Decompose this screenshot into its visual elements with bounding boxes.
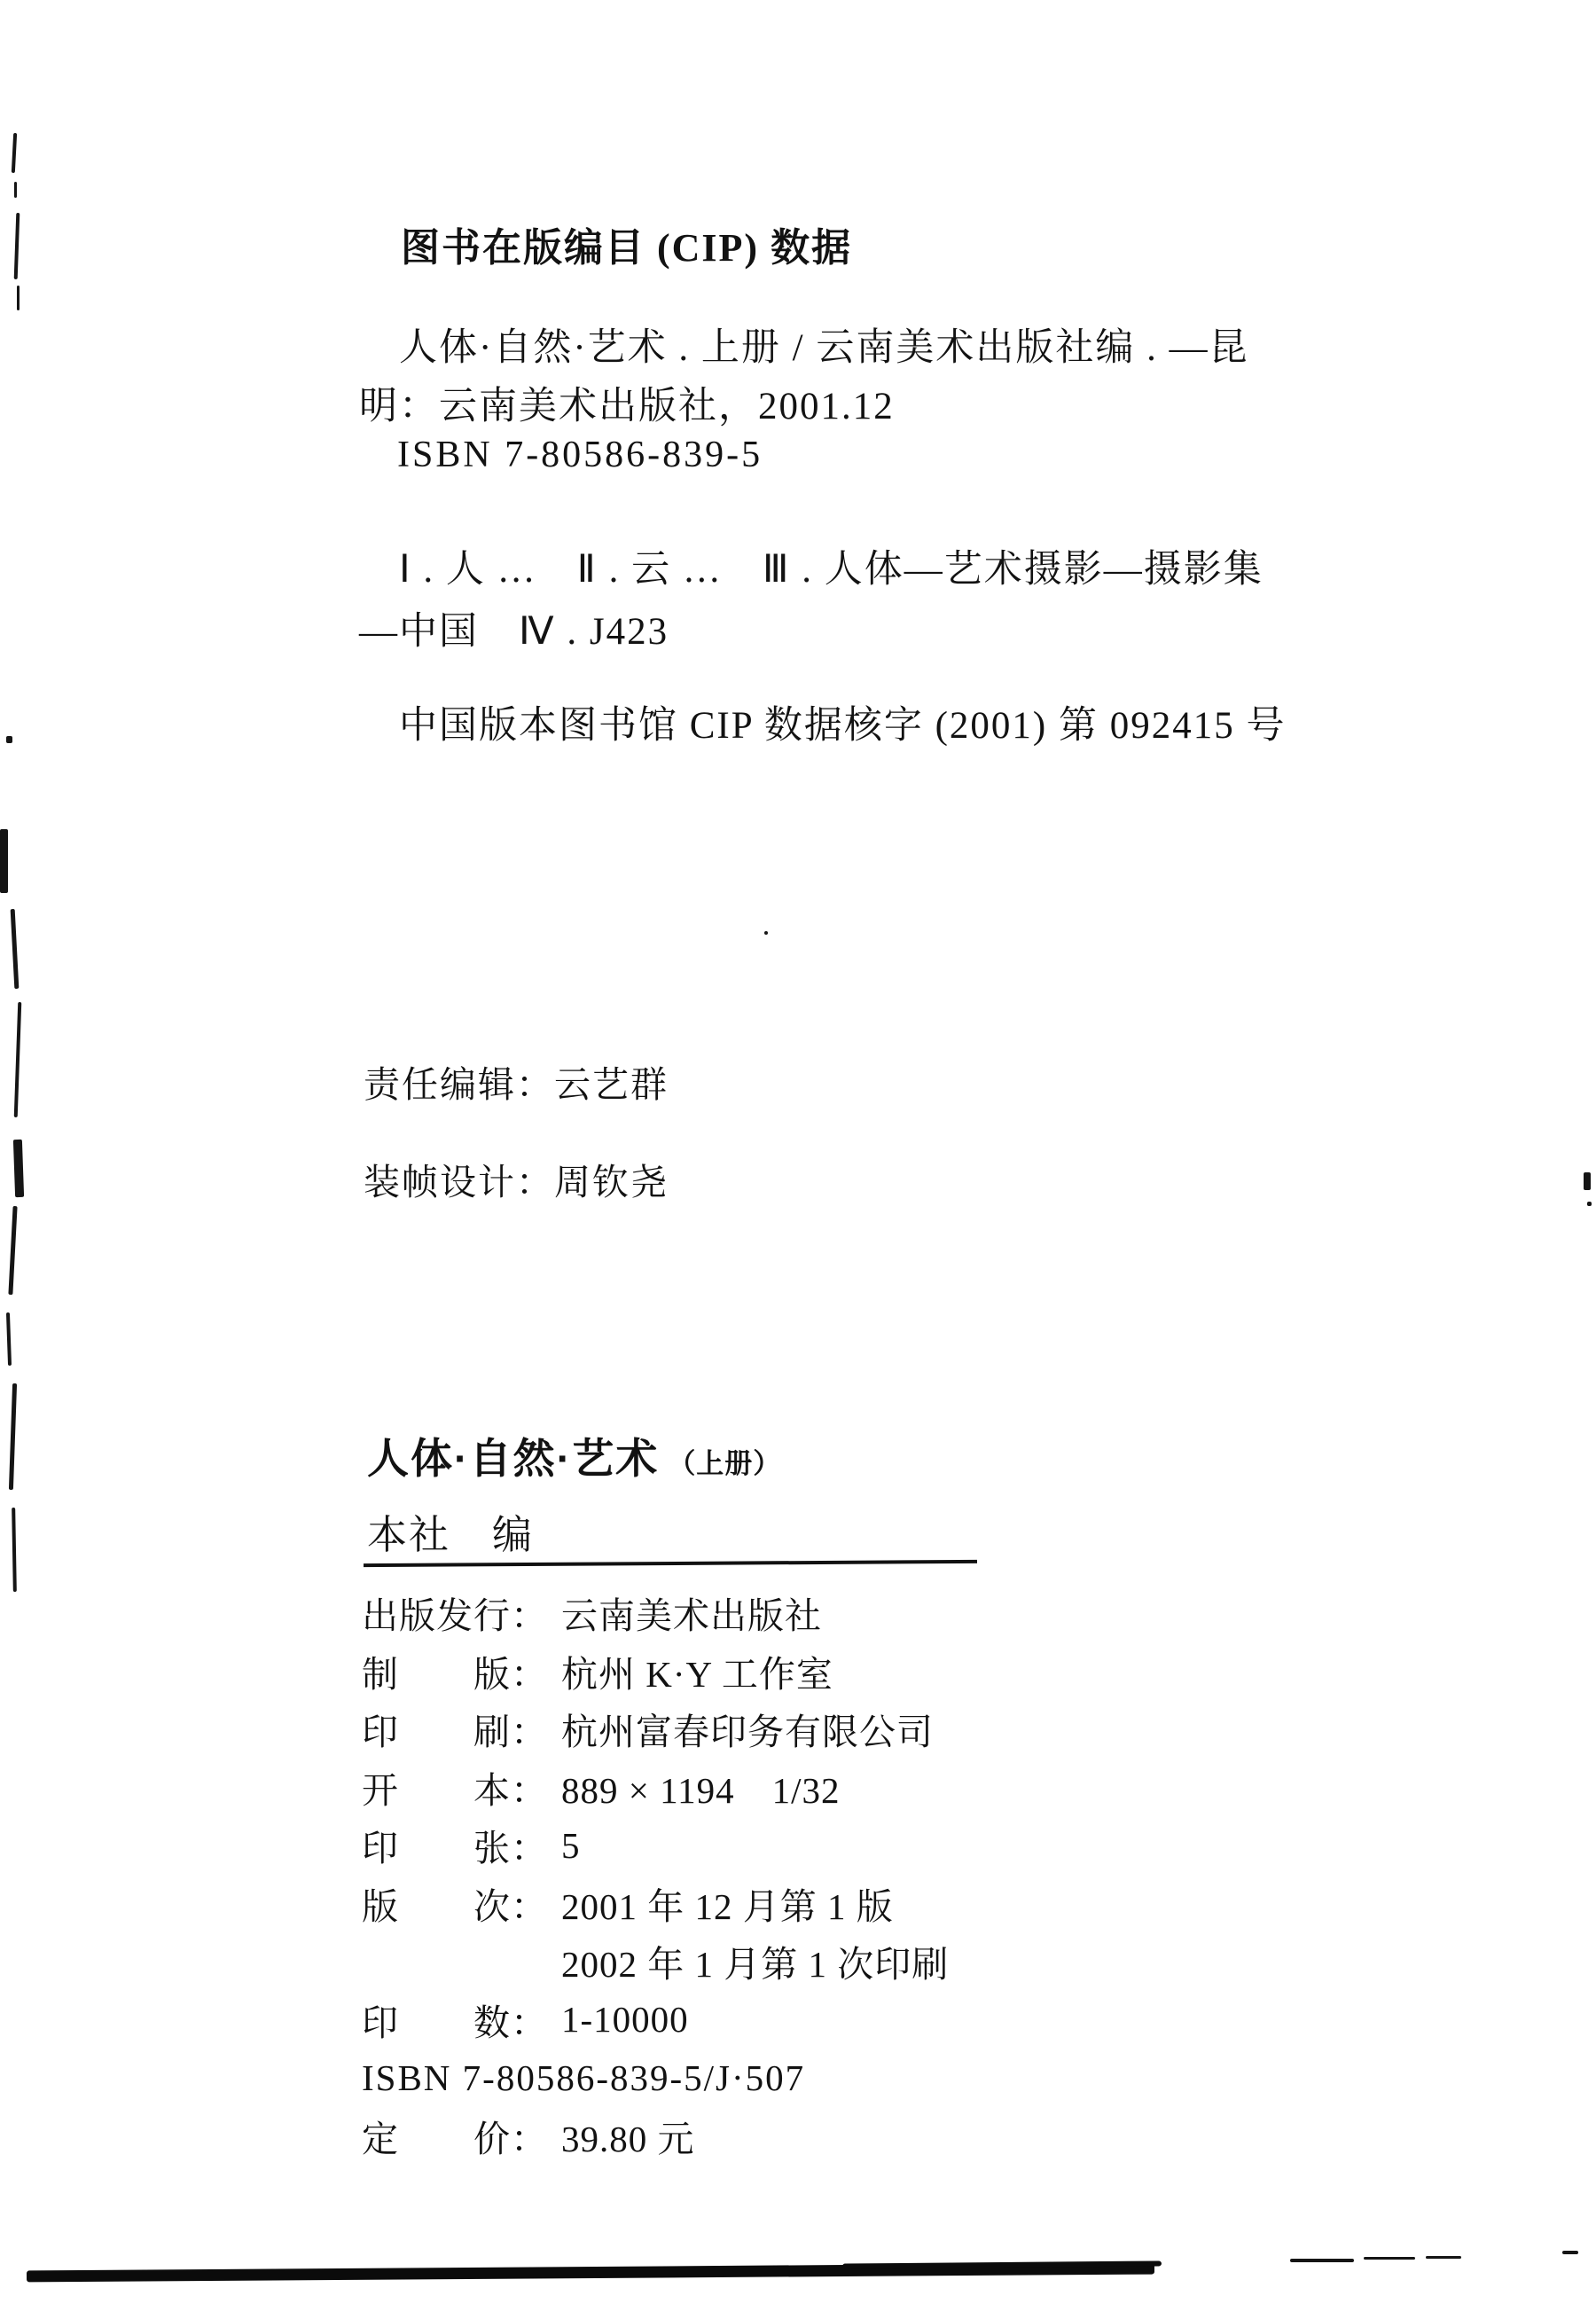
cip-record-number-line: 中国版本图书馆 CIP 数据核字 (2001) 第 092415 号 (399, 705, 1287, 747)
colophon-value: 1-10000 (561, 1999, 689, 2041)
scan-artifact (17, 286, 20, 310)
cip-entry-line-2: 明：云南美术出版社，2001.12 (359, 386, 895, 427)
colophon-row-print-run (362, 1991, 1337, 2049)
isbn-line: ISBN 7-80586-839-5/J·507 (362, 2057, 806, 2098)
colophon-row-price (362, 2107, 1337, 2166)
cip-entry-isbn-line: ISBN 7-80586-839-5 (397, 435, 763, 475)
scan-artifact (8, 1206, 17, 1295)
colophon-section (362, 1584, 1337, 2165)
scan-artifact (1290, 2259, 1354, 2262)
scan-artifact (11, 909, 20, 989)
colophon-row-publisher (362, 1584, 1337, 1642)
colophon-label: 制 版： (362, 1653, 548, 1695)
colophon-value: 39.80 元 (561, 2118, 695, 2159)
scan-artifact (6, 1312, 12, 1366)
colophon-label: 印 刷： (362, 1712, 548, 1753)
scan-artifact (1364, 2257, 1415, 2260)
scan-artifact (12, 1508, 17, 1592)
scan-artifact (6, 736, 12, 743)
scan-artifact (9, 1383, 17, 1490)
author-line: 本社 编 (367, 1513, 535, 1557)
colophon-value: 杭州 K·Y 工作室 (561, 1653, 833, 1695)
cip-header (401, 215, 852, 272)
colophon-value: 杭州富春印务有限公司 (561, 1712, 934, 1753)
colophon-value: 889 × 1194 1/32 (561, 1769, 841, 1811)
colophon-label: 版 次： (362, 1885, 548, 1927)
scan-artifact (14, 213, 20, 279)
cip-header-text: 图书在版编目 (CIP) 数据 (401, 226, 853, 270)
colophon-label: 出版发行： (362, 1595, 548, 1637)
divider-rule (364, 1560, 977, 1567)
responsible-editor-line: 责任编辑：云艺群 (364, 1064, 669, 1105)
scan-artifact (0, 829, 8, 893)
colophon-value: 2002 年 1 月第 1 次印刷 (561, 1944, 950, 1986)
title-block (367, 1426, 781, 1485)
scan-artifact (1426, 2256, 1461, 2259)
colophon-value: 5 (561, 1824, 581, 1866)
colophon-row-platemaking (362, 1642, 1337, 1701)
cip-classification-line-2: —中国 Ⅳ . J423 (359, 611, 669, 653)
scan-artifact (13, 1140, 24, 1197)
scan-artifact (1584, 1172, 1591, 1190)
scan-artifact (764, 931, 768, 935)
colophon-row-format (362, 1759, 1337, 1817)
scan-artifact (14, 182, 17, 198)
cip-classification-line-1: Ⅰ . 人 … Ⅱ . 云 … Ⅲ . 人体—艺术摄影—摄影集 (399, 549, 1264, 591)
scan-artifact (14, 1002, 22, 1117)
scan-artifact (1562, 2251, 1578, 2254)
scan-artifact (12, 133, 17, 173)
scan-artifact (1587, 1202, 1592, 1206)
cip-entry-line-1: 人体·自然·艺术 . 上册 / 云南美术出版社编 . —昆 (399, 327, 1249, 369)
colophon-label: 印 张： (362, 1828, 548, 1869)
colophon-value: 2001 年 12 月第 1 版 (561, 1885, 894, 1927)
colophon-row-edition (362, 1875, 1337, 1933)
colophon-row-impression (362, 1932, 1337, 1991)
colophon-row-printing (362, 1700, 1337, 1759)
colophon-label: 定 价： (362, 2118, 548, 2159)
colophon-row-isbn (362, 2049, 1337, 2107)
colophon-label: 开 本： (362, 1769, 548, 1811)
colophon-row-sheets (362, 1816, 1337, 1875)
colophon-label: 印 数： (362, 2002, 548, 2043)
book-title: 人体·自然·艺术 (367, 1435, 660, 1482)
binding-designer-line: 装帧设计：周钦尧 (364, 1162, 669, 1203)
volume-label: （上册） (668, 1448, 782, 1479)
colophon-value: 云南美术出版社 (561, 1595, 822, 1637)
